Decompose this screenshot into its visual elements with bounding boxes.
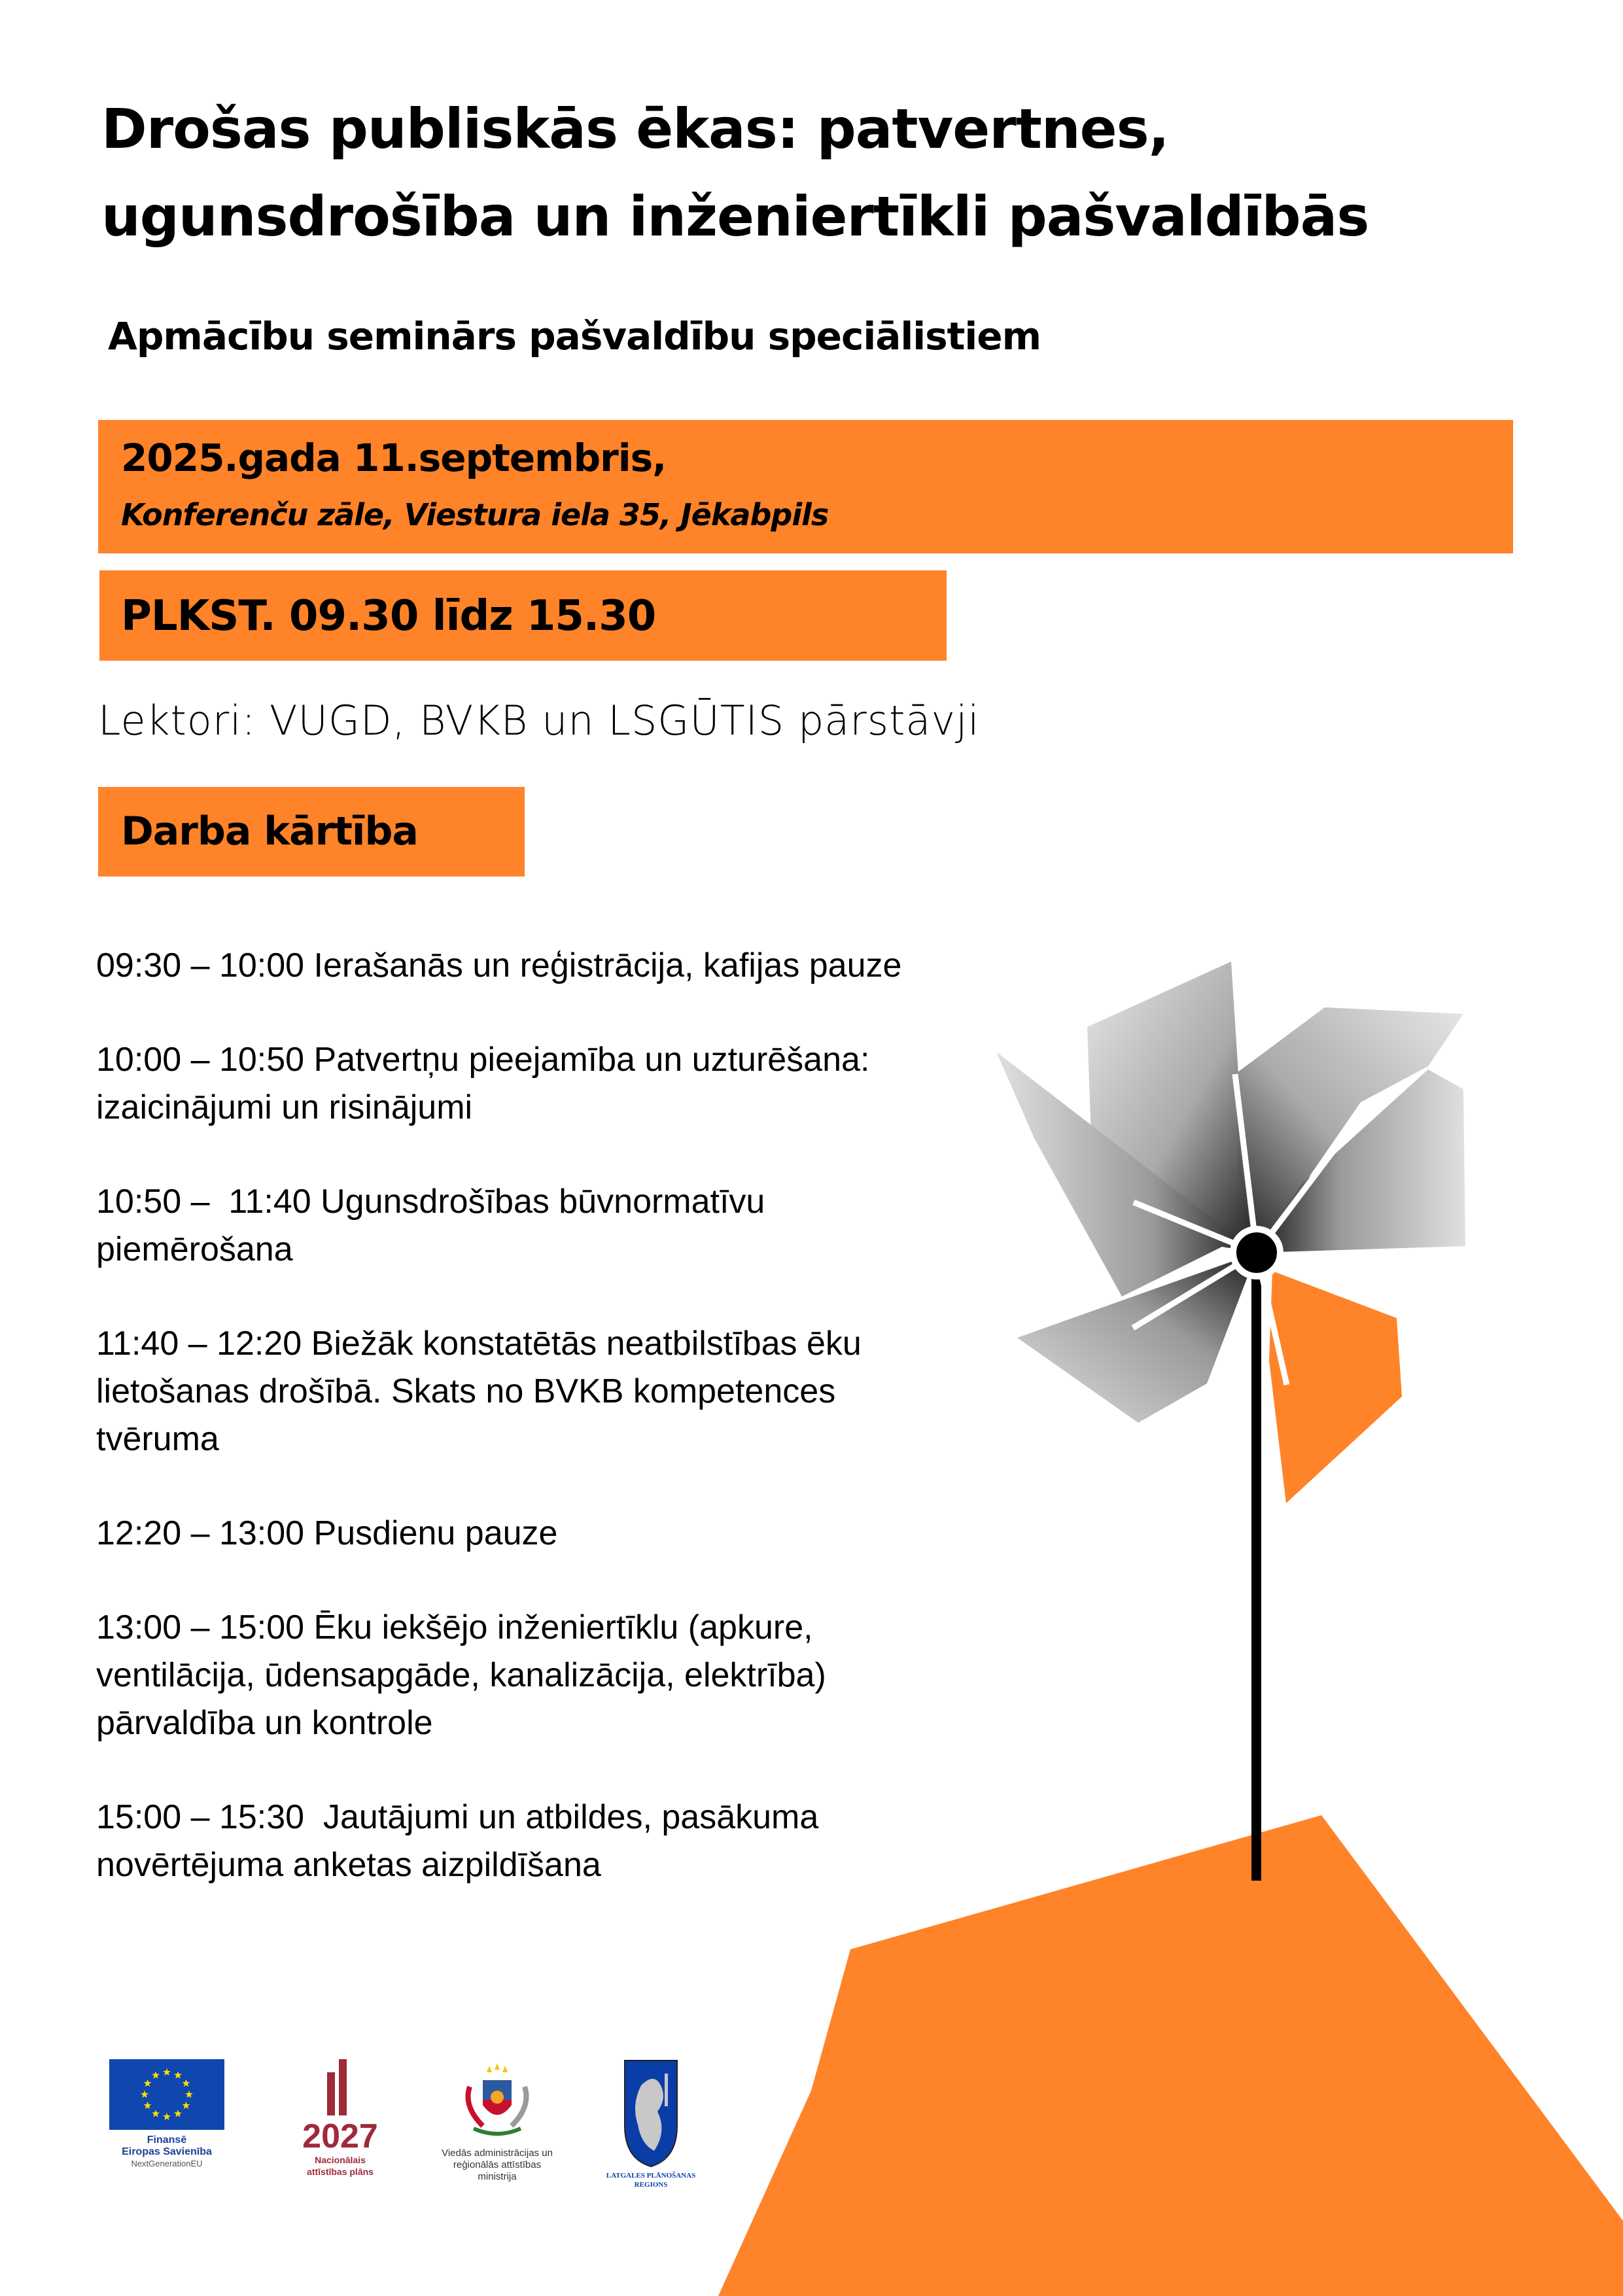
- latvia-coat-of-arms-icon: [419, 2061, 576, 2144]
- eu-text-line1: Finansē: [147, 2134, 187, 2146]
- ministry-text-line3: ministrija: [478, 2171, 517, 2182]
- event-date: 2025.gada 11.septembris,: [121, 436, 667, 480]
- agenda-line: 15:00 – 15:30 Jautājumi un atbildes, pasākuma: [96, 1798, 819, 1836]
- pinwheel-stick: [1251, 1262, 1261, 1881]
- nap-bars-icon: [288, 2059, 393, 2115]
- agenda-line: 10:50 – 11:40 Ugunsdrošības būvnormatīvu: [96, 1183, 765, 1221]
- latgale-griffin-shield-icon: [602, 2059, 700, 2168]
- agenda-line: lietošanas drošībā. Skats no BVKB kompetences: [96, 1372, 836, 1410]
- title-line-2: ugunsdrošība un inženiertīkli pašvaldībās: [101, 184, 1369, 249]
- ministry-text-line2: reģionālās attīstības: [453, 2159, 542, 2170]
- agenda-line: 10:00 – 10:50 Patvertņu pieejamība un uzturēšana:: [96, 1041, 870, 1079]
- event-venue: Konferenču zāle, Viestura iela 35, Jēkabpils: [121, 497, 829, 532]
- agenda-line: ventilācija, ūdensapgāde, kanalizācija, elektrība): [96, 1656, 826, 1694]
- nap-text-line2: attīstības plāns: [307, 2166, 374, 2177]
- agenda-heading: Darba kārtība: [121, 809, 418, 854]
- nap-text-line1: Nacionālais: [315, 2155, 366, 2165]
- ministry-text-line1: Viedās administrācijas un: [442, 2148, 553, 2159]
- latgale-region-logo: [602, 2059, 700, 2203]
- ministry-logo: [419, 2061, 576, 2204]
- agenda-line: tvēruma: [96, 1420, 219, 1458]
- agenda-line: izaicinājumi un risinājumi: [96, 1088, 473, 1126]
- orange-ground-shape: [718, 1815, 1623, 2296]
- event-time: PLKST. 09.30 līdz 15.30: [121, 592, 656, 640]
- eu-text-line3: NextGenerationEU: [131, 2159, 203, 2168]
- national-plan-logo: [288, 2059, 393, 2203]
- agenda-line: piemērošana: [96, 1230, 293, 1268]
- nap-year: 2027: [302, 2117, 378, 2155]
- eu-flag-icon: [109, 2059, 224, 2131]
- lpr-text-line2: REGIONS: [634, 2181, 668, 2189]
- title-line-1: Drošas publiskās ēkas: patvertnes,: [101, 97, 1169, 161]
- eu-logo: [109, 2059, 224, 2195]
- agenda-line: novērtējuma anketas aizpildīšana: [96, 1846, 601, 1884]
- agenda-line: 11:40 – 12:20 Biežāk konstatētās neatbilstības ēku: [96, 1325, 862, 1363]
- agenda-line: 13:00 – 15:00 Ēku iekšējo inženiertīklu (apkure,: [96, 1609, 813, 1646]
- lpr-text-line1: LATGALES PLĀNOŠANAS: [606, 2172, 696, 2180]
- pinwheel-hub: [1233, 1229, 1280, 1276]
- agenda-line: 09:30 – 10:00 Ierašanās un reģistrācija, kafijas pauze: [96, 947, 902, 984]
- agenda-line: pārvaldība un kontrole: [96, 1704, 433, 1742]
- agenda-line: 12:20 – 13:00 Pusdienu pauze: [96, 1514, 558, 1552]
- lecturers: Lektori: VUGD, BVKB un LSGŪTIS pārstāvji: [98, 697, 980, 744]
- subtitle: Apmācību seminārs pašvaldību speciālistiem: [108, 314, 1041, 358]
- eu-text-line2: Eiropas Savienība: [122, 2146, 212, 2157]
